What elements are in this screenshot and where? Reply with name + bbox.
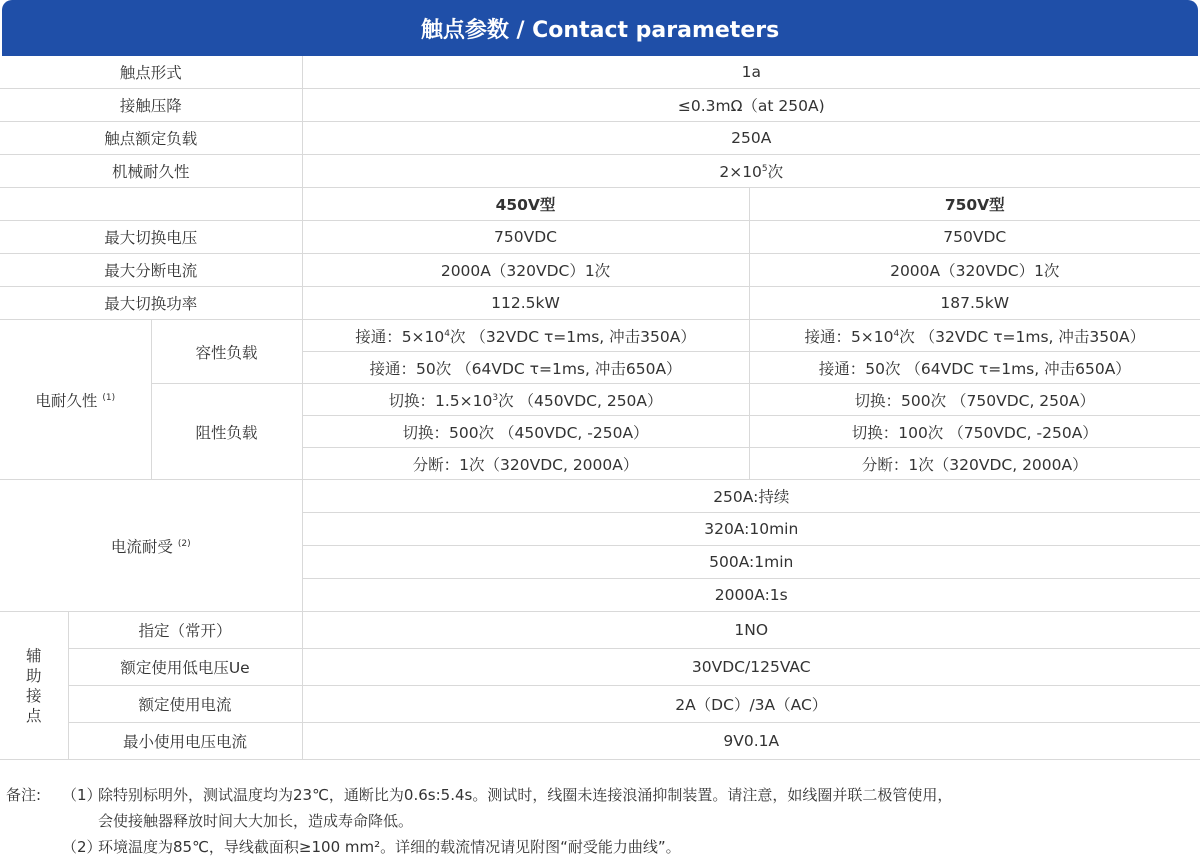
resistive-row2-750v: 切换：100次 （750VDC, -250A） xyxy=(749,416,1200,448)
aux-row3-label: 额定使用电流 xyxy=(68,686,302,723)
note-1-line-1 xyxy=(6,782,1196,808)
max-switching-voltage-450v: 750VDC xyxy=(302,221,749,254)
mechanical-life-label: 机械耐久性 xyxy=(0,155,302,188)
max-switching-power-450v: 112.5kW xyxy=(302,287,749,320)
electrical-life-label-text: 电耐久性 xyxy=(35,391,98,410)
notes-label: 备注: xyxy=(6,786,42,804)
table-row-aux-3 xyxy=(0,686,1200,723)
aux-label-char-2: 助 xyxy=(25,666,42,685)
note-2-text: 环境温度为85℃，导线截面积≥100 mm²。详细的载流情况请见附图“耐受能力曲线”。 xyxy=(98,838,681,856)
note-1-number: （1） xyxy=(62,786,102,804)
model-header-blank xyxy=(0,188,302,221)
section-title: 触点参数 / Contact parameters xyxy=(2,0,1198,56)
table-row-max-breaking-current xyxy=(0,254,1200,287)
aux-row1-label: 指定（常开） xyxy=(68,612,302,649)
capacitive-row1-750v-suffix: 次 （32VDC τ=1ms, 冲击350A） xyxy=(899,327,1146,346)
capacitive-load-label: 容性负载 xyxy=(151,320,302,384)
table-row-capacitive-1 xyxy=(0,320,1200,352)
mechanical-life-suffix: 次 xyxy=(767,163,784,181)
table-row-aux-1 xyxy=(0,612,1200,649)
table-row-mechanical-life xyxy=(0,155,1200,188)
table-row-rated-load xyxy=(0,122,1200,155)
note-1-text-line-1: 除特别标明外，测试温度均为23℃，通断比为0.6s:5.4s。测试时，线圈未连接浪涌抑制装置。请注意，如线圈并联二极管使用， xyxy=(98,786,953,804)
table-row-contact-form xyxy=(0,56,1200,89)
aux-row2-label: 额定使用低电压Ue xyxy=(68,649,302,686)
note-1-text-line-2: 会使接触器释放时间大大加长，造成寿命降低。 xyxy=(98,812,414,830)
aux-row4-label: 最小使用电压电流 xyxy=(68,723,302,760)
resistive-load-label: 阻性负载 xyxy=(151,384,302,480)
resistive-row1-750v: 切换：500次 （750VDC, 250A） xyxy=(749,384,1200,416)
rated-load-value: 250A xyxy=(302,122,1200,155)
capacitive-row1-450v-suffix: 次 （32VDC τ=1ms, 冲击350A） xyxy=(450,327,696,346)
resistive-row1-450v-exp: 3 xyxy=(492,392,499,403)
table-row-model-header xyxy=(0,188,1200,221)
mechanical-life-value xyxy=(302,155,1200,188)
withstand-value-2: 320A:10min xyxy=(302,513,1200,546)
resistive-row1-450v-suffix: 次 （450VDC, 250A） xyxy=(498,391,663,410)
resistive-row1-450v-prefix: 切换：1.5×10 xyxy=(388,391,493,410)
table-row-voltage-drop xyxy=(0,89,1200,122)
model-750v-header: 750V型 xyxy=(749,188,1200,221)
voltage-drop-value: ≤0.3mΩ（at 250A) xyxy=(302,89,1200,122)
max-switching-power-label: 最大切换功率 xyxy=(0,287,302,320)
electrical-life-label xyxy=(0,320,151,480)
capacitive-row2-750v: 接通：50次 （64VDC τ=1ms, 冲击650A） xyxy=(749,352,1200,384)
contact-parameters-table xyxy=(0,56,1200,760)
resistive-row3-450v: 分断：1次（320VDC, 2000A） xyxy=(302,448,749,480)
aux-row2-value: 30VDC/125VAC xyxy=(302,649,1200,686)
aux-label-char-4: 点 xyxy=(25,706,42,725)
note-mark-2: (2) xyxy=(177,538,191,549)
max-breaking-current-450v: 2000A（320VDC）1次 xyxy=(302,254,749,287)
aux-label-char-1: 辅 xyxy=(25,646,42,665)
capacitive-row1-750v-exp: 4 xyxy=(893,328,900,339)
voltage-drop-label: 接触压降 xyxy=(0,89,302,122)
current-withstand-label-text: 电流耐受 xyxy=(110,537,173,556)
mechanical-life-exponent: 5 xyxy=(761,163,768,174)
max-switching-power-750v: 187.5kW xyxy=(749,287,1200,320)
capacitive-row1-450v-prefix: 接通：5×10 xyxy=(355,327,445,346)
table-row-max-switching-power xyxy=(0,287,1200,320)
capacitive-row1-450v xyxy=(302,320,749,352)
max-breaking-current-750v: 2000A（320VDC）1次 xyxy=(749,254,1200,287)
table-row-max-switching-voltage xyxy=(0,221,1200,254)
capacitive-row1-750v-prefix: 接通：5×10 xyxy=(804,327,894,346)
max-switching-voltage-750v: 750VDC xyxy=(749,221,1200,254)
table-row-withstand-1 xyxy=(0,480,1200,513)
resistive-row2-450v: 切换：500次 （450VDC, -250A） xyxy=(302,416,749,448)
contact-form-label: 触点形式 xyxy=(0,56,302,89)
auxiliary-contacts-label xyxy=(0,612,68,760)
model-450v-header: 450V型 xyxy=(302,188,749,221)
resistive-row3-750v: 分断：1次（320VDC, 2000A） xyxy=(749,448,1200,480)
aux-row4-value: 9V0.1A xyxy=(302,723,1200,760)
note-2-number: （2） xyxy=(62,838,102,856)
aux-row3-value: 2A（DC）/3A（AC） xyxy=(302,686,1200,723)
resistive-row1-450v xyxy=(302,384,749,416)
withstand-value-3: 500A:1min xyxy=(302,546,1200,579)
notes-section xyxy=(6,782,1196,860)
aux-label-char-3: 接 xyxy=(25,686,42,705)
contact-form-value: 1a xyxy=(302,56,1200,89)
note-mark-1: (1) xyxy=(102,392,116,403)
mechanical-life-prefix: 2×10 xyxy=(719,163,762,181)
max-breaking-current-label: 最大分断电流 xyxy=(0,254,302,287)
current-withstand-label xyxy=(0,480,302,612)
note-2-line xyxy=(6,834,1196,860)
table-row-resistive-1 xyxy=(0,384,1200,416)
capacitive-row1-450v-exp: 4 xyxy=(444,328,450,339)
capacitive-row2-450v: 接通：50次 （64VDC τ=1ms, 冲击650A） xyxy=(302,352,749,384)
max-switching-voltage-label: 最大切换电压 xyxy=(0,221,302,254)
withstand-value-1: 250A:持续 xyxy=(302,480,1200,513)
withstand-value-4: 2000A:1s xyxy=(302,579,1200,612)
rated-load-label: 触点额定负载 xyxy=(0,122,302,155)
capacitive-row1-750v xyxy=(749,320,1200,352)
table-row-aux-2 xyxy=(0,649,1200,686)
table-row-aux-4 xyxy=(0,723,1200,760)
aux-row1-value: 1NO xyxy=(302,612,1200,649)
